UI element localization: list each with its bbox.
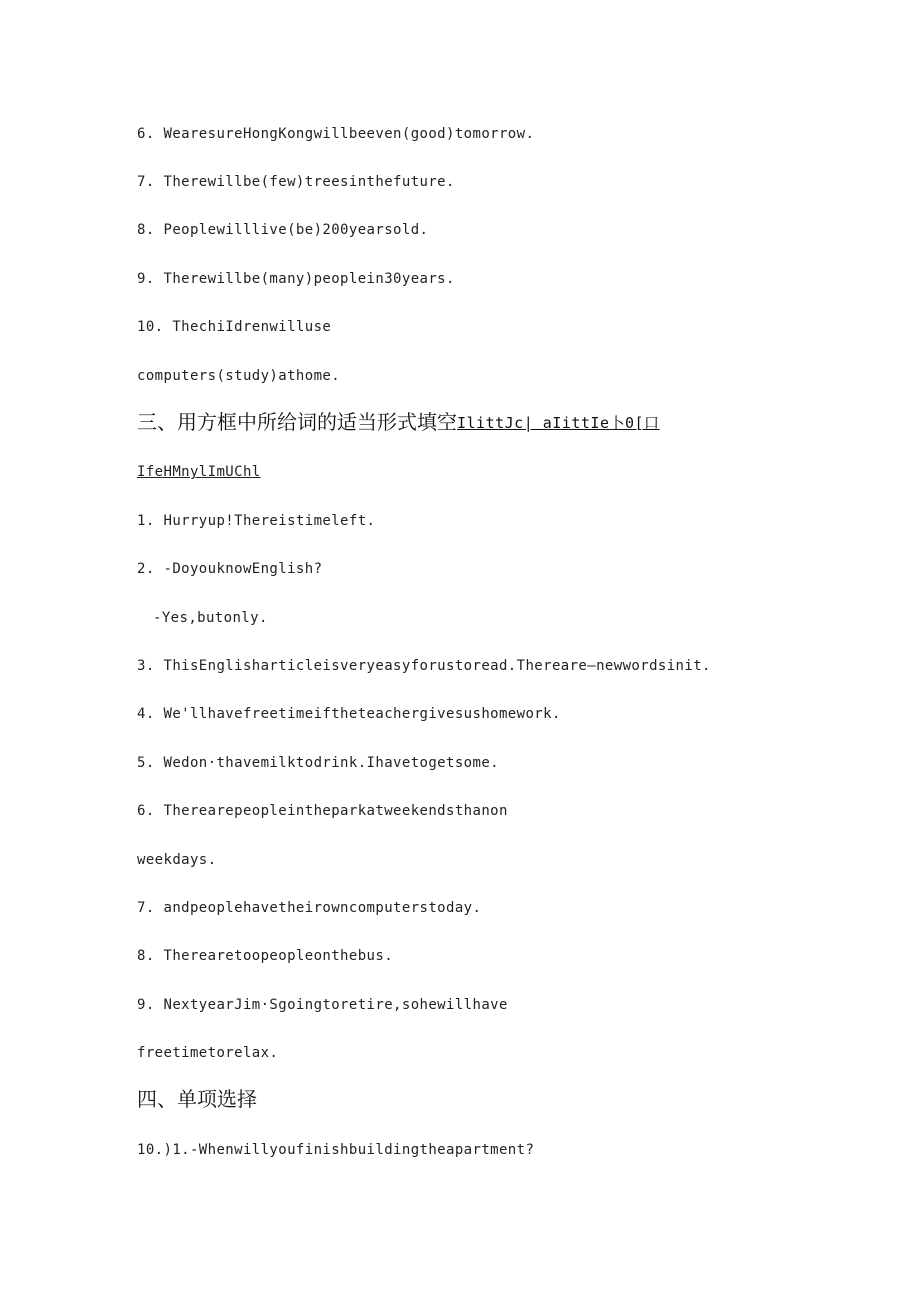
exercise-line: 9. Therewillbe(many)peoplein30years.	[137, 271, 455, 287]
exercise-line: 6. Therearepeopleintheparkatweekendsthanon	[137, 803, 508, 819]
section-heading	[137, 408, 660, 437]
exercise-line: -Yes,butonly.	[153, 610, 268, 626]
exercise-line: 8. Therearetoopeopleonthebus.	[137, 948, 394, 964]
exercise-line: computers(study)athome.	[137, 368, 341, 384]
exercise-line: freetimetorelax.	[137, 1045, 279, 1061]
exercise-line: 7. andpeoplehavetheirowncomputerstoday.	[137, 900, 482, 916]
exercise-line: 8. Peoplewilllive(be)200yearsold.	[137, 222, 429, 238]
exercise-line: 10.)1.-Whenwillyoufinishbuildingtheapartment?	[137, 1142, 535, 1158]
exercise-line: 6. WearesureHongKongwillbeeven(good)tomorrow.	[137, 126, 535, 142]
exercise-line: 7. Therewillbe(few)treesinthefuture.	[137, 174, 455, 190]
exercise-line: weekdays.	[137, 852, 217, 868]
word-box-text: IlittJc| aIittIe卜0[口	[457, 414, 660, 432]
exercise-line: 1. Hurryup!Thereistimeleft.	[137, 513, 376, 529]
section-title: 四、单项选择	[137, 1087, 257, 1111]
exercise-line: 10. ThechiIdrenwilluse	[137, 319, 332, 335]
section-title: 三、用方框中所给词的适当形式填空	[137, 410, 457, 434]
exercise-line: 4. We'llhavefreetimeiftheteachergivesushomework.	[137, 706, 561, 722]
exercise-line: 2. -DoyouknowEnglish?	[137, 561, 323, 577]
word-box-text: IfeHMnylImUChl	[137, 464, 261, 480]
section-heading	[137, 1085, 257, 1113]
exercise-line: 3. ThisEnglisharticleisveryeasyforustoread.Thereare—newwordsinit.	[137, 658, 711, 674]
exercise-line: 9. NextyearJim·Sgoingtoretire,sohewillhave	[137, 997, 508, 1013]
exercise-line: 5. Wedon·thavemilktodrink.Ihavetogetsome.	[137, 755, 499, 771]
